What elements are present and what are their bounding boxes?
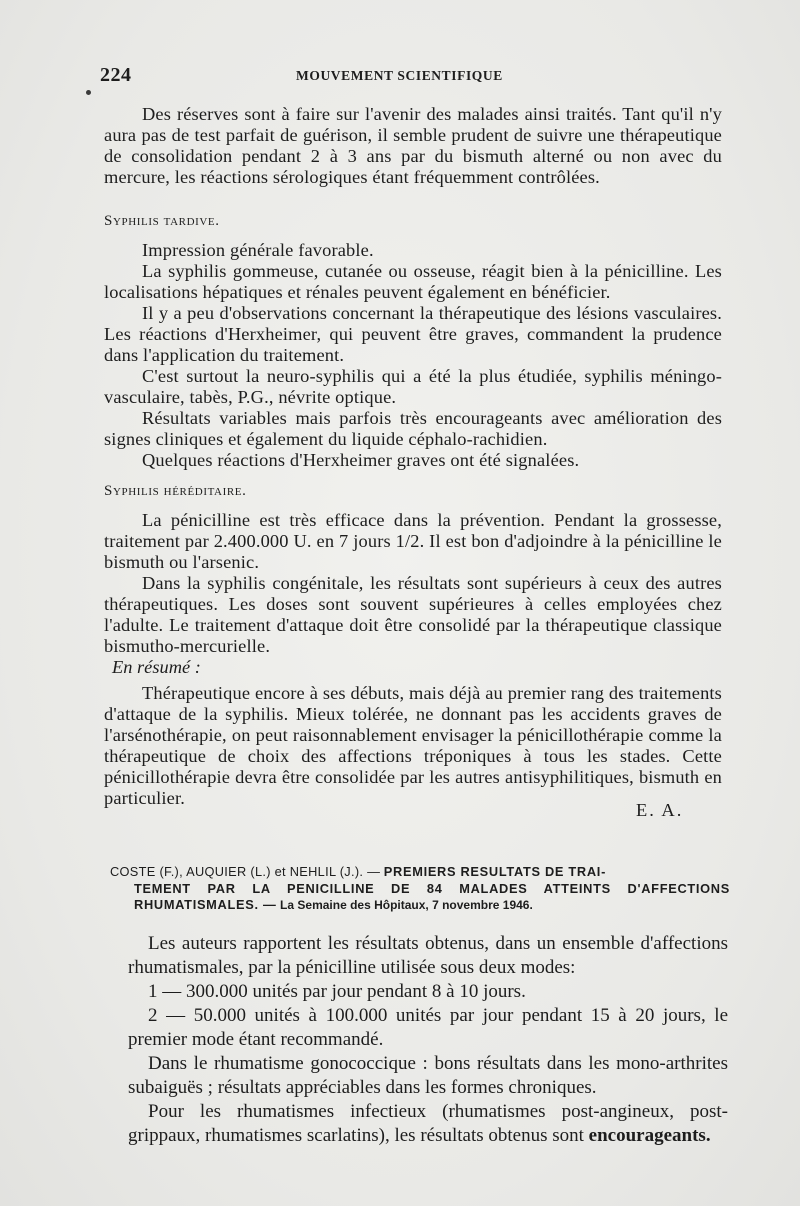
article-p3: [128, 1100, 728, 1148]
article-item1: 1 — 300.000 unités par jour pendant 8 à 10 jours.: [148, 981, 526, 1002]
intro-block: [104, 104, 722, 188]
tardive-p5: Résultats variables mais parfois très encourageants avec amélioration des signes cliniques et également du liquide céphalo-rachidien.: [104, 408, 722, 449]
resume-heading: En résumé :: [112, 657, 201, 677]
article-p3-end: encourageants.: [588, 1125, 711, 1146]
resume-block: [104, 683, 722, 809]
section-heading-tardive: Syphilis tardive.: [104, 213, 220, 229]
article-p3-start: Pour les rhumatismes infectieux (rhumatismes post-angineux, post-grippaux, rhumatismes scarlatins), les résultats obtenus sont: [128, 1101, 728, 1146]
bibliographic-reference: [110, 864, 730, 914]
article-item2: 2 — 50.000 unités à 100.000 unités par jour pendant 15 à 20 jours, le premier mode étant recommandé.: [128, 1005, 728, 1050]
tardive-block: [104, 240, 722, 471]
tardive-p4: C'est surtout la neuro-syphilis qui a été la plus étudiée, syphilis méningo-vasculaire, tabès, P.G., névrite optique.: [104, 366, 722, 407]
signature-initials: E. A.: [636, 800, 684, 820]
hereditaire-p2: Dans la syphilis congénitale, les résultats sont supérieurs à ceux des autres thérapeutiques. Les doses sont souvent supérieures à celles employées chez l'adulte. Le traitement d'attaque doit être consolidé par la thérapeutique classique bismutho-mercurielle.: [104, 573, 722, 656]
article-p1: Les auteurs rapportent les résultats obtenus, dans un ensemble d'affections rhumatismales, par la pénicilline utilisée sous deux modes:: [128, 933, 728, 978]
tardive-p1: Impression générale favorable.: [142, 240, 374, 260]
hereditaire-block: [104, 510, 722, 657]
tardive-p2: La syphilis gommeuse, cutanée ou osseuse, réagit bien à la pénicilline. Les localisations hépatiques et rénales peuvent également en bénéficier.: [104, 261, 722, 302]
margin-dot: [86, 90, 91, 95]
resume-paragraph: Thérapeutique encore à ses débuts, mais déjà au premier rang des traitements d'attaque de la syphilis. Mieux tolérée, ne donnant pas les accidents graves de l'arsénothérapie, on peut raisonnablement envisager la pénicillothérapie comme la thérapeutique de choix des affections tréponiques à tous les stades. Cette pénicillothérapie devra être consolidée par les autres antisyphilitiques, bismuth en particulier.: [104, 683, 722, 808]
article-block: [128, 932, 728, 1148]
reference-title-line2: TEMENT PAR LA PENICILLINE DE 84 MALADES ATTEINTS D'AFFECTIONS RHUMATISMALES. —: [134, 880, 730, 912]
section-heading-hereditaire: Syphilis héréditaire.: [104, 483, 247, 499]
reference-authors: COSTE (F.), AUQUIER (L.) et NEHLIL (J.). —: [110, 864, 381, 879]
hereditaire-p1: La pénicilline est très efficace dans la prévention. Pendant la grossesse, traitement par 2.400.000 U. en 7 jours 1/2. Il est bon d'adjoindre à la pénicilline le bismuth ou l'arsenic.: [104, 510, 722, 572]
reference-title-line1: PREMIERS RESULTATS DE TRAI-: [383, 864, 607, 879]
tardive-p6: Quelques réactions d'Herxheimer graves ont été signalées.: [142, 450, 580, 470]
tardive-p3: Il y a peu d'observations concernant la thérapeutique des lésions vasculaires. Les réactions d'Herxheimer, qui peuvent être graves, commandent la prudence dans l'application du traitement.: [104, 303, 722, 365]
intro-paragraph: Des réserves sont à faire sur l'avenir des malades ainsi traités. Tant qu'il n'y aura pas de test parfait de guérison, il semble prudent de suivre une thérapeutique de consolidation pendant 2 à 3 ans par du bismuth alterné ou non avec du mercure, les réactions sérologiques étant fréquemment contrôlées.: [104, 104, 722, 187]
reference-continuation: [110, 881, 730, 914]
page-header: [100, 64, 710, 88]
page-number: 224: [100, 64, 132, 86]
running-head: MOUVEMENT SCIENTIFIQUE: [296, 68, 503, 83]
reference-source: La Semaine des Hôpitaux, 7 novembre 1946.: [280, 898, 533, 912]
article-p2: Dans le rhumatisme gonococcique : bons résultats dans les mono-arthrites subaiguës ; résultats appréciables dans les formes chroniques.: [128, 1053, 728, 1098]
